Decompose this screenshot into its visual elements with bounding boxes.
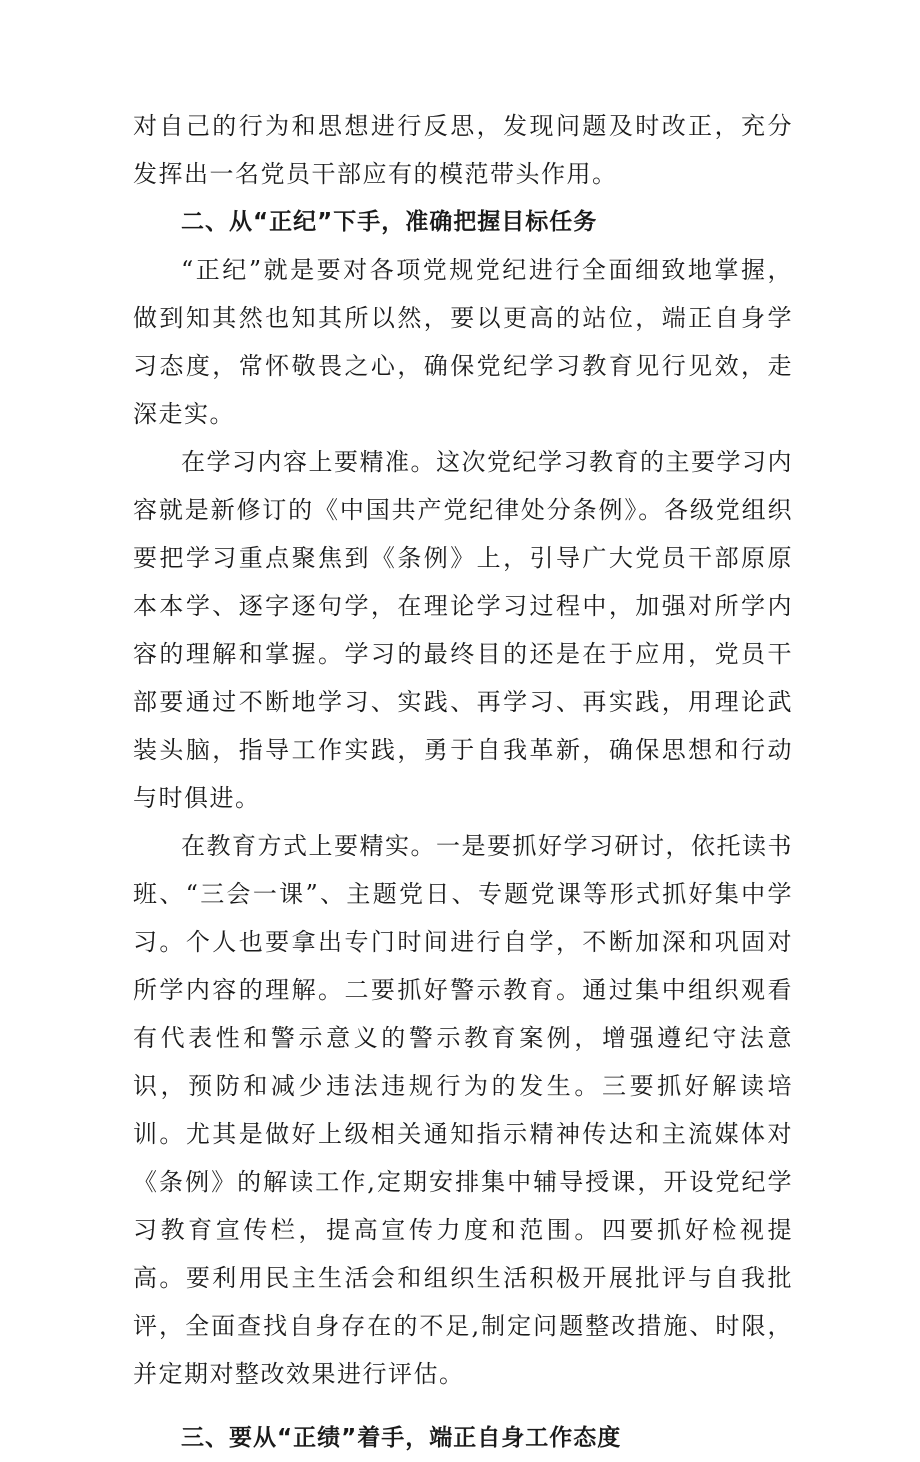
document-body [133,102,793,1462]
section-heading-3: 三、要从“正绩”着手，端正自身工作态度 [181,1425,622,1451]
paragraph-education-method: 在教育方式上要精实。一是要抓好学习研讨，依托读书班、“三会一课”、主题党日、专题党课等形式抓好集中学习。个人也要拿出专门时间进行自学，不断加深和巩固对所学内容的理解。二要抓好警示教育。通过集中组织观看有代表性和警示意义的警示教育案例，增强遵纪守法意识，预防和减少违法违规行为的发生。三要抓好解读培训。尤其是做好上级相关通知指示精神传达和主流媒体对《条例》的解读工作,定期安排集中辅导授课，开设党纪学习教育宣传栏，提高宣传力度和范围。四要抓好检视提高。要利用民主生活会和组织生活积极开展批评与自我批评，全面查找自身存在的不足,制定问题整改措施、时限，并定期对整改效果进行评估。 [133,832,793,1388]
paragraph-study-content: 在学习内容上要精准。这次党纪学习教育的主要学习内容就是新修订的《中国共产党纪律处分条例》。各级党组织要把学习重点聚焦到《条例》上，引导广大党员干部原原本本学、逐字逐句学，在理论学习过程中，加强对所学内容的理解和掌握。学习的最终目的还是在于应用，党员干部要通过不断地学习、实践、再学习、再实践，用理论武装头脑，指导工作实践，勇于自我革新，确保思想和行动与时俱进。 [133,448,793,812]
paragraph-continuation: 对自己的行为和思想进行反思，发现问题及时改正，充分发挥出一名党员干部应有的模范带头作用。 [133,112,793,188]
section-heading-2: 二、从“正纪”下手，准确把握目标任务 [181,209,598,235]
paragraph-zhengji-intro: “正纪”就是要对各项党规党纪进行全面细致地掌握，做到知其然也知其所以然，要以更高的站位，端正自身学习态度，常怀敬畏之心，确保党纪学习教育见行见效，走深走实。 [133,256,793,428]
